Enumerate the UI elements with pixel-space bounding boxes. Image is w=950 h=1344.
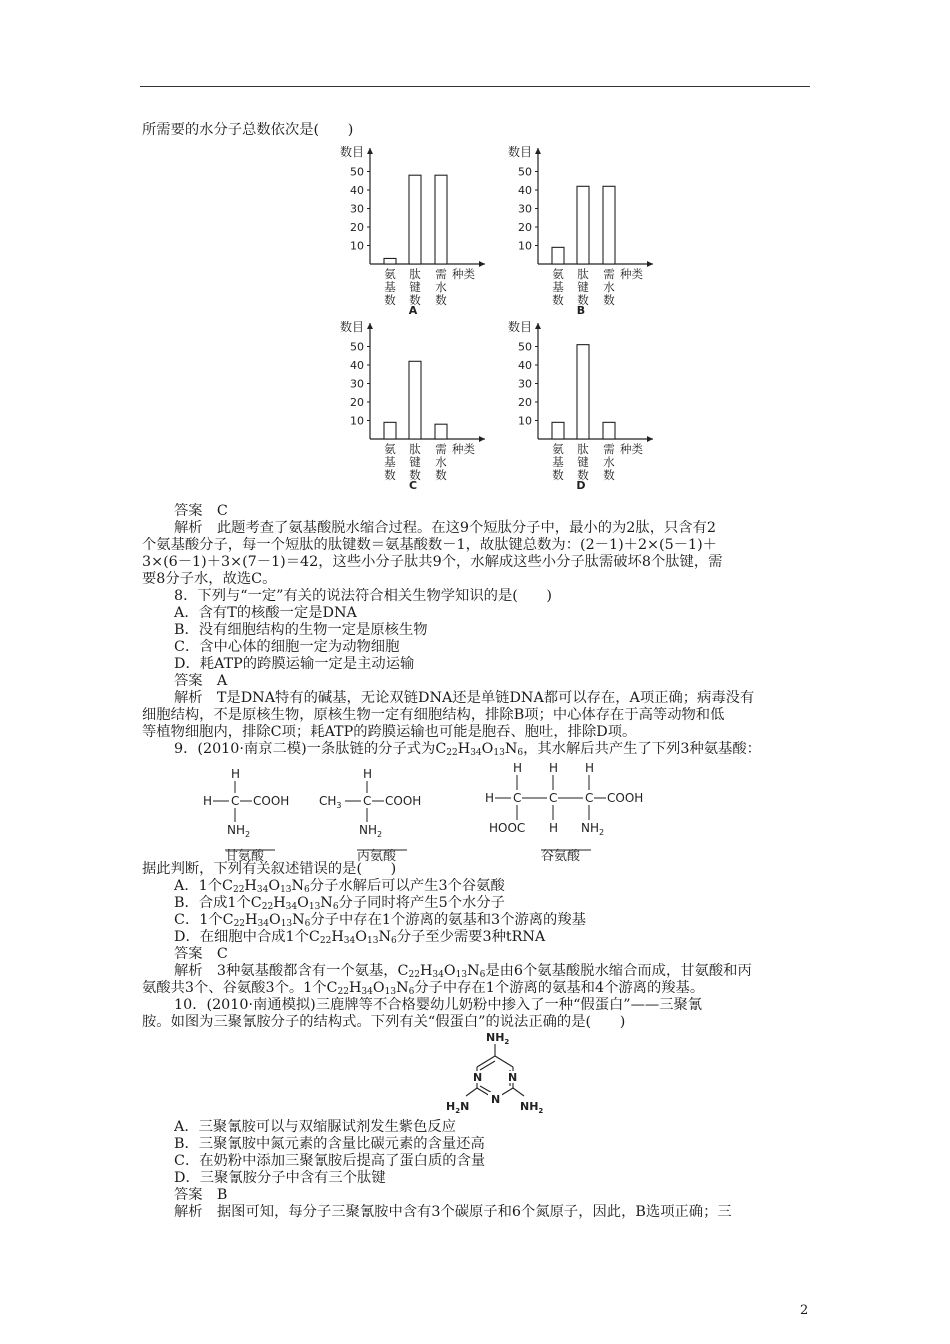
group-cooh: COOH — [253, 794, 290, 808]
svg-text:H: H — [549, 821, 559, 835]
bar-chart-B — [506, 140, 686, 315]
x-tick-label: 肽 — [409, 267, 421, 281]
svg-text:C: C — [513, 791, 522, 805]
svg-text:H: H — [549, 761, 559, 775]
glycine-label: 甘氨酸 — [225, 849, 265, 864]
svg-text:C: C — [549, 791, 558, 805]
q8-exp-line: 解析 T是DNA特有的碱基，无论双链DNA还是单链DNA都可以存在，A项正确；病毒没有 — [174, 690, 755, 706]
svg-text:NH2: $NH_2$ — [486, 1031, 510, 1046]
q9-judge: 据此判断，下列有关叙述错误的是( ) — [142, 861, 397, 877]
x-tick-label: 基 — [384, 280, 396, 294]
q10-stem: 胺。如图为三聚氰胺分子的结构式。下列有关“假蛋白”的说法正确的是( ) — [142, 1014, 626, 1030]
q7-tail: 所需要的水分子总数依次是( ) — [142, 122, 354, 138]
x-axis-arrow — [647, 261, 653, 267]
x-axis-title: 种类 — [452, 267, 475, 281]
x-tick-label: 数 — [384, 468, 396, 482]
x-tick-label: 数 — [435, 468, 447, 482]
header-rule — [140, 86, 810, 87]
bar — [577, 345, 589, 439]
y-axis-title: 数目 — [340, 145, 365, 159]
q9-option: C．1个$C_{22}H_{34}O_{13}N_6$分子中存在1个游离的氨基和3个游离的羧基 — [174, 912, 586, 929]
q10-option: A．三聚氰胺可以与双缩脲试剂发生紫色反应 — [174, 1119, 456, 1135]
x-tick-label: 肽 — [409, 442, 421, 456]
x-tick-label: 氨 — [384, 442, 396, 456]
q8-option: A．含有T的核酸一定是DNA — [174, 605, 357, 621]
bar — [435, 175, 447, 264]
bar-chart-C — [338, 315, 518, 490]
y-tick-label: 40 — [350, 359, 364, 372]
x-tick-label: 水 — [603, 455, 615, 469]
q7-exp-line: 要8分子水，故选C。 — [142, 571, 277, 587]
y-tick-label: 30 — [518, 377, 532, 391]
x-tick-label: 基 — [552, 455, 564, 469]
bar — [409, 175, 421, 264]
x-axis-title: 种类 — [452, 442, 475, 456]
bar — [603, 422, 615, 439]
y-axis-title: 数目 — [508, 320, 533, 334]
x-tick-label: 数 — [603, 468, 615, 482]
svg-text:H: H — [585, 761, 595, 775]
svg-text:H2N: $H_2N$ — [446, 1100, 470, 1115]
x-axis-arrow — [479, 261, 485, 267]
x-tick-label: 需 — [603, 267, 615, 281]
x-tick-label: 键 — [577, 455, 589, 469]
q7-exp-line: 个氨基酸分子，每一个短肽的肽键数＝氨基酸数－1，故肽键总数为：(2－1)＋2×(5－1)＋ — [142, 537, 717, 553]
glutamic-acid-label: 谷氨酸 — [541, 849, 581, 864]
bar — [552, 422, 564, 439]
q8-exp-line: 等植物细胞内，排除C项；耗ATP的跨膜运输也可能是胞吞、胞吐，排除D项。 — [142, 724, 637, 740]
bar — [435, 424, 447, 439]
x-tick-label: 肽 — [577, 442, 589, 456]
y-tick-label: 20 — [350, 221, 364, 234]
amino-acid-structures — [195, 760, 665, 864]
q9-answer: 答案 C — [174, 946, 228, 962]
x-tick-label: 水 — [435, 280, 447, 294]
chart-label: A — [408, 304, 418, 315]
chart-label: C — [408, 479, 418, 490]
q8-stem: 8．下列与“一定”有关的说法符合相关生物学知识的是( ) — [174, 588, 552, 604]
q9-exp-line: 解析 3种氨基酸都含有一个氨基，$C_{22}H_{34}O_{13}N_6$是由6个氨基酸脱水缩合而成，甘氨酸和丙 — [174, 963, 752, 980]
y-tick-label: 50 — [350, 165, 364, 179]
q10-option: D．三聚氰胺分子中含有三个肽键 — [174, 1170, 386, 1186]
y-tick-label: 30 — [350, 202, 364, 216]
q8-option: D．耗ATP的跨膜运输一定是主动运输 — [174, 656, 415, 672]
y-tick-label: 50 — [518, 340, 532, 354]
x-axis-title: 种类 — [620, 442, 643, 456]
atom-n: N — [491, 1093, 501, 1106]
x-tick-label: 数 — [409, 293, 421, 307]
bar — [552, 247, 564, 264]
group-nh2: $NH_2$ — [227, 823, 251, 839]
bar — [577, 186, 589, 264]
svg-text:C: C — [363, 794, 372, 808]
svg-text:H: H — [485, 791, 495, 805]
atom-h: H — [231, 767, 241, 781]
x-tick-label: 氨 — [552, 442, 564, 456]
svg-text:C: C — [585, 791, 594, 805]
x-tick-label: 数 — [577, 468, 589, 482]
y-axis-arrow — [367, 148, 373, 154]
q8-exp-line: 细胞结构，不是原核生物，原核生物一定有细胞结构，排除B项；中心体存在于高等动物和低 — [142, 707, 725, 723]
y-axis-arrow — [535, 323, 541, 329]
x-tick-label: 数 — [409, 468, 421, 482]
q10-option: B．三聚氰胺中氮元素的含量比碳元素的含量还高 — [174, 1136, 485, 1152]
svg-text:COOH: COOH — [385, 794, 422, 808]
y-axis-arrow — [367, 323, 373, 329]
y-tick-label: 10 — [518, 239, 532, 253]
bar — [384, 258, 396, 264]
q9-option: A．1个$C_{22}H_{34}O_{13}N_6$分子水解后可以产生3个谷氨酸 — [174, 878, 505, 895]
q8-answer: 答案 A — [174, 673, 228, 689]
y-tick-label: 20 — [350, 396, 364, 409]
x-axis-arrow — [479, 436, 485, 442]
y-tick-label: 30 — [518, 202, 532, 216]
svg-text:NH2: $NH_2$ — [359, 823, 383, 839]
y-tick-label: 40 — [518, 359, 532, 372]
y-axis-arrow — [535, 148, 541, 154]
x-tick-label: 需 — [435, 442, 447, 456]
x-tick-label: 数 — [552, 293, 564, 307]
x-tick-label: 数 — [384, 293, 396, 307]
y-tick-label: 40 — [518, 184, 532, 197]
x-tick-label: 氨 — [552, 267, 564, 281]
q8-option: C．含中心体的细胞一定为动物细胞 — [174, 639, 400, 655]
x-axis-title: 种类 — [620, 267, 643, 281]
svg-text:H: H — [513, 761, 523, 775]
atom-n: N — [473, 1071, 483, 1084]
q10-stem: 10．(2010·南通模拟)三鹿牌等不合格婴幼儿奶粉中掺入了一种“假蛋白”——三聚氰 — [174, 997, 703, 1013]
chart-label: B — [576, 304, 586, 315]
x-tick-label: 基 — [384, 455, 396, 469]
q7-exp-line: 解析 此题考查了氨基酸脱水缩合过程。在这9个短肽分子中，最小的为2肽，只含有2 — [174, 520, 716, 536]
chart-label: D — [576, 479, 586, 490]
q9-option: D．在细胞中合成1个$C_{22}H_{34}O_{13}N_6$分子至少需要3种tRNA — [174, 929, 546, 946]
q10-exp-line: 解析 据图可知，每分子三聚氰胺中含有3个碳原子和6个氮原子，因此，B选项正确；三 — [174, 1204, 732, 1220]
group-hooc: HOOC — [489, 821, 526, 835]
y-tick-label: 20 — [518, 396, 532, 409]
x-tick-label: 键 — [409, 455, 421, 469]
y-tick-label: 10 — [518, 414, 532, 428]
q7-exp-line: 3×(6－1)＋3×(7－1)＝42，这些小分子肽共9个，水解成这些小分子肽需破坏8个肽键，需 — [142, 554, 723, 570]
x-tick-label: 数 — [577, 293, 589, 307]
x-tick-label: 水 — [603, 280, 615, 294]
q8-option: B．没有细胞结构的生物一定是原核生物 — [174, 622, 428, 638]
q9-exp-line: 氨酸共3个、谷氨酸3个。1个$C_{22}H_{34}O_{13}N_6$分子中存在1个游离的氨基和4个游离的羧基。 — [142, 980, 705, 997]
y-tick-label: 50 — [518, 165, 532, 179]
x-tick-label: 需 — [603, 442, 615, 456]
page-number: 2 — [800, 1303, 809, 1318]
svg-text:NH2: $NH_2$ — [520, 1100, 544, 1115]
bar-chart-D — [506, 315, 686, 490]
x-tick-label: 键 — [577, 280, 589, 294]
svg-text:NH2: $NH_2$ — [581, 821, 605, 837]
x-tick-label: 基 — [552, 280, 564, 294]
svg-text:COOH: COOH — [607, 791, 644, 805]
y-tick-label: 30 — [350, 377, 364, 391]
y-tick-label: 50 — [350, 340, 364, 354]
bar — [603, 186, 615, 264]
y-axis-title: 数目 — [508, 145, 533, 159]
svg-text:H: H — [363, 767, 373, 781]
melamine-structure — [440, 1030, 550, 1120]
bar — [384, 422, 396, 439]
y-tick-label: 40 — [350, 184, 364, 197]
x-tick-label: 氨 — [384, 267, 396, 281]
atom-c: C — [231, 794, 240, 808]
x-tick-label: 数 — [603, 293, 615, 307]
bar — [409, 361, 421, 439]
group-ch3: $CH_3$ — [319, 794, 342, 810]
x-axis-arrow — [647, 436, 653, 442]
q7-answer: 答案 C — [174, 503, 228, 519]
x-tick-label: 肽 — [577, 267, 589, 281]
x-tick-label: 水 — [435, 455, 447, 469]
y-tick-label: 20 — [518, 221, 532, 234]
q10-answer: 答案 B — [174, 1187, 228, 1203]
q9-option: B．合成1个$C_{22}H_{34}O_{13}N_6$分子同时将产生5个水分子 — [174, 895, 505, 912]
x-tick-label: 键 — [409, 280, 421, 294]
y-axis-title: 数目 — [340, 320, 365, 334]
y-tick-label: 10 — [350, 414, 364, 428]
atom-n: N — [508, 1071, 518, 1084]
q9-stem: 9．(2010·南京二模)一条肽链的分子式为$C_{22}H_{34}O_{13}N_6$，其水解后共产生了下列3种氨基酸： — [174, 741, 761, 758]
y-tick-label: 10 — [350, 239, 364, 253]
atom-h: H — [203, 794, 213, 808]
x-tick-label: 数 — [552, 468, 564, 482]
q10-option: C．在奶粉中添加三聚氰胺后提高了蛋白质的含量 — [174, 1153, 486, 1169]
alanine-label: 丙氨酸 — [357, 849, 397, 864]
x-tick-label: 数 — [435, 293, 447, 307]
x-tick-label: 需 — [435, 267, 447, 281]
bar-chart-A — [338, 140, 518, 315]
